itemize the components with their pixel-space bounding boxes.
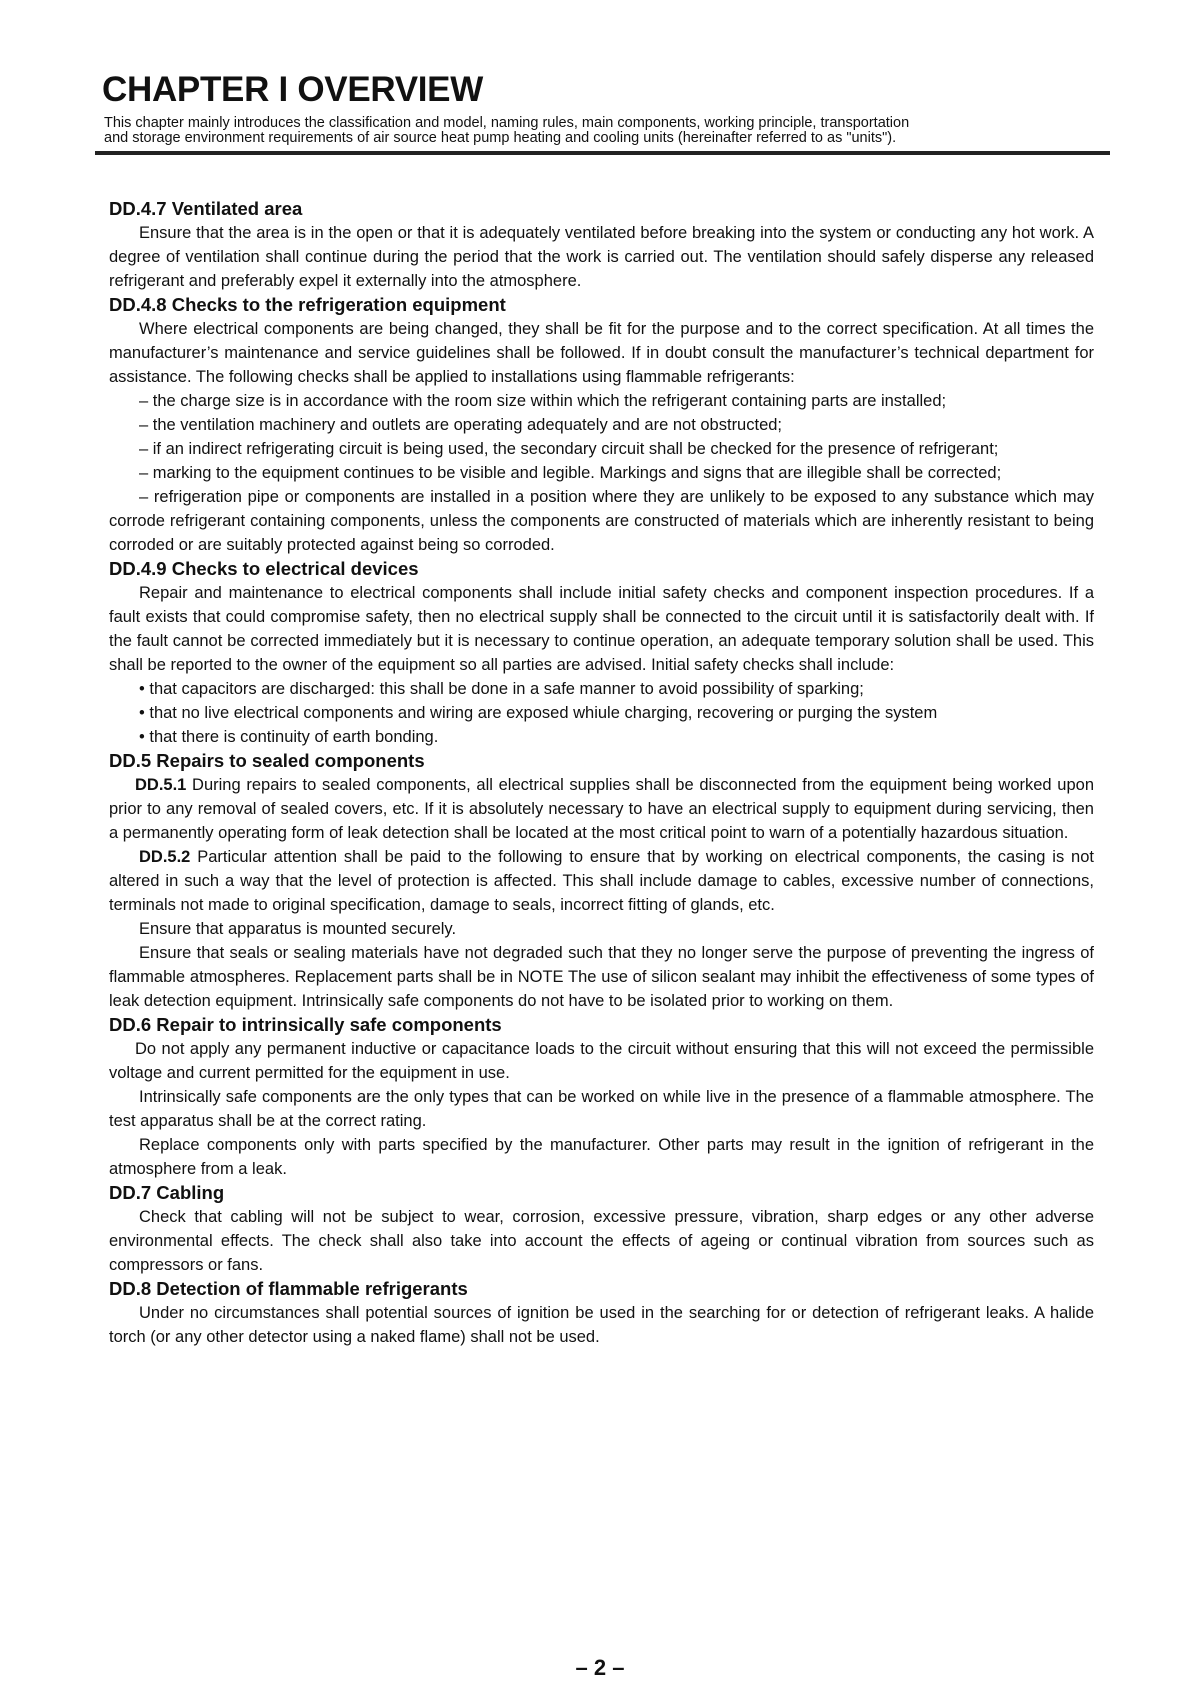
paragraph xyxy=(109,773,1094,845)
section-heading: DD.7 Cabling xyxy=(109,1182,225,1203)
paragraph: Ensure that seals or sealing materials have not degraded such that they no longer serve the purpose of preventing the ingress of flammable atmospheres. Replacement parts shall be in NOTE The use of silicon sealant may inhibit the effectiveness of some types of leak detection equipment. Intrinsically safe components do not have to be isolated prior to working on them. xyxy=(109,944,1094,1010)
section-heading: DD.6 Repair to intrinsically safe components xyxy=(109,1014,502,1035)
paragraph: Where electrical components are being changed, they shall be fit for the purpose and to the correct specification. At all times the manufacturer’s maintenance and service guidelines shall be followed. If in doubt consult the manufacturer’s technical department for assistance. The following checks shall be applied to installations using flammable refrigerants: xyxy=(109,320,1094,386)
section-heading: DD.5 Repairs to sealed components xyxy=(109,750,425,771)
list-item: – refrigeration pipe or components are installed in a position where they are unlikely to be exposed to any substance which may corrode refrigerant containing components, unless the components are constructed of materials which are inherently resistant to being corroded or are suitably protected against being so corroded. xyxy=(109,488,1094,554)
section-heading: DD.4.8 Checks to the refrigeration equipment xyxy=(109,294,506,315)
list-item: – the ventilation machinery and outlets are operating adequately and are not obstructed; xyxy=(139,416,783,434)
bullet-item: • that capacitors are discharged: this shall be done in a safe manner to avoid possibility of sparking; xyxy=(139,680,864,698)
list-item: – if an indirect refrigerating circuit is being used, the secondary circuit shall be checked for the presence of refrigerant; xyxy=(139,440,999,458)
paragraph-text: During repairs to sealed components, all electrical supplies shall be disconnected from the equipment being worked upon prior to any removal of sealed covers, etc. If it is absolutely necessary to have an electrical supply to equipment during servicing, then a permanently operating form of leak detection shall be located at the most critical point to warn of a potentially hazardous situation. xyxy=(109,776,1094,842)
chapter-intro xyxy=(104,116,1102,146)
section-heading: DD.4.9 Checks to electrical devices xyxy=(109,558,419,579)
list-item: – marking to the equipment continues to be visible and legible. Markings and signs that are illegible shall be corrected; xyxy=(139,464,1002,482)
paragraph: Ensure that the area is in the open or that it is adequately ventilated before breaking into the system or conducting any hot work. A degree of ventilation shall continue during the period that the work is carried out. The ventilation should safely disperse any released refrigerant and preferably expel it externally into the atmosphere. xyxy=(109,224,1094,290)
paragraph: Repair and maintenance to electrical components shall include initial safety checks and component inspection procedures. If a fault exists that could compromise safety, then no electrical supply shall be connected to the circuit until it is satisfactorily dealt with. If the fault cannot be corrected immediately but it is necessary to continue operation, an adequate temporary solution shall be used. This shall be reported to the owner of the equipment so all parties are advised. Initial safety checks shall include: xyxy=(109,584,1094,674)
subsection-label: DD.5.2 xyxy=(139,848,191,866)
paragraph: Do not apply any permanent inductive or capacitance loads to the circuit without ensuring that this will not exceed the permissible voltage and current permitted for the equipment in use. xyxy=(109,1040,1094,1082)
paragraph: Under no circumstances shall potential sources of ignition be used in the searching for or detection of refrigerant leaks. A halide torch (or any other detector using a naked flame) shall not be used. xyxy=(109,1304,1094,1346)
paragraph: Replace components only with parts specified by the manufacturer. Other parts may result in the ignition of refrigerant in the atmosphere from a leak. xyxy=(109,1136,1094,1178)
chapter-title: CHAPTER I OVERVIEW xyxy=(102,70,483,109)
paragraph-text: Particular attention shall be paid to the following to ensure that by working on electrical components, the casing is not altered in such a way that the level of protection is affected. This shall include damage to cables, excessive number of connections, terminals not made to original specification, damage to seals, incorrect fitting of glands, etc. xyxy=(109,848,1094,914)
paragraph xyxy=(109,845,1094,917)
paragraph: Ensure that apparatus is mounted securely. xyxy=(139,920,457,938)
list-item: – the charge size is in accordance with the room size within which the refrigerant containing parts are installed; xyxy=(139,392,947,410)
section-heading: DD.8 Detection of flammable refrigerants xyxy=(109,1278,468,1299)
bullet-item: • that there is continuity of earth bonding. xyxy=(139,728,439,746)
paragraph: Intrinsically safe components are the only types that can be worked on while live in the presence of a flammable atmosphere. The test apparatus shall be at the correct rating. xyxy=(109,1088,1094,1130)
section-heading: DD.4.7 Ventilated area xyxy=(109,198,303,219)
paragraph: Check that cabling will not be subject to wear, corrosion, excessive pressure, vibration, sharp edges or any other adverse environmental effects. The check shall also take into account the effects of ageing or continual vibration from sources such as compressors or fans. xyxy=(109,1208,1094,1274)
header-divider xyxy=(95,151,1110,155)
chapter-intro-line: This chapter mainly introduces the classification and model, naming rules, main components, working principle, transportation xyxy=(104,115,910,131)
chapter-header xyxy=(102,70,1102,146)
subsection-label: DD.5.1 xyxy=(135,776,187,794)
chapter-intro-line: and storage environment requirements of air source heat pump heating and cooling units (hereinafter referred to as "units"). xyxy=(104,130,897,146)
page-number: – 2 – xyxy=(575,1655,625,1680)
bullet-item: • that no live electrical components and wiring are exposed whiule charging, recovering or purging the system xyxy=(139,704,938,722)
document-body xyxy=(109,197,1094,1349)
